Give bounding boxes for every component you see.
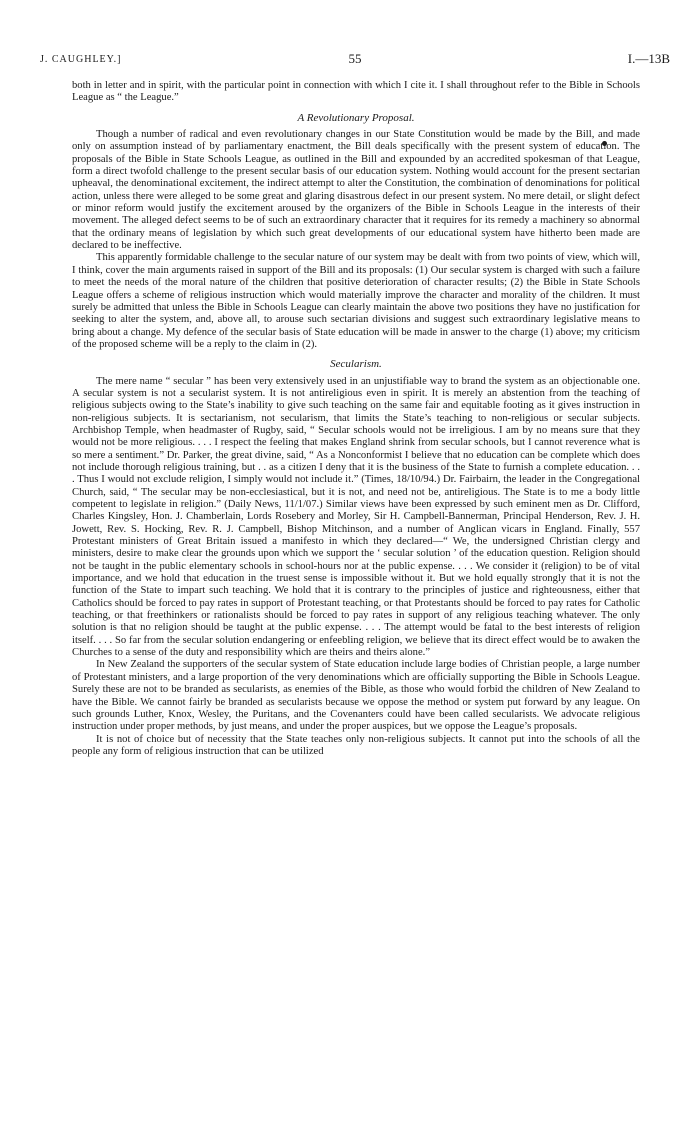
paragraph: The mere name “ secular ” has been very extensively used in an unjustifiable way to brand the system as an objectionable one. A secular system is not a secularist system. It is not antireligious even in spirit. It is merely an abstention from the teaching of religious subjects owing to the State’s inability to give such teaching on the same fair and equitable footing as it gives instruction in non-religious subjects. It is sectarianism, not secularism, that limits the State’s teaching to non-religious or secular subjects. Archbishop Temple, when headmaster of Rugby, said, “ Secular schools would not be irreligious. I am by no means sure that they would not be more religious. . . . I respect the feeling that makes England shrink from secular schools, but I cannot reverence what is so mere a sentiment.” Dr. Parker, the great divine, said, “ As a Nonconformist I believe that no education can be complete which does not include thorough religious training, but . . as a citizen I deny that it is the business of the State to furnish a complete education. . . . Thus I would not exclude religion, I simply would not include it.” (Times, 18/10/94.) Dr. Fairbairn, the leader in the Congregational Church, said, “ The secular may be non-ecclesiastical, but it is not, and need not be, antireligious. The State is to me a body little competent to legislate in religion.” (Daily News, 11/1/07.) Similar views have been expressed by such eminent men as Dr. Clifford, Charles Kingsley, Hon. J. Chamberlain, Lords Rosebery and Morley, Sir H. Campbell-Bannerman, Principal Henderson, Rev. J. H. Jowett, Rev. S. Hocking, Rev. R. J. Campbell, Bishop Mitchinson, and a number of Anglican vicars in England. Finally, 557 Protestant ministers of Great Britain issued a manifesto in which they declared—“ We, the undersigned Christian clergy and ministers, desire to make clear the grounds upon which we support the ‘ secular solution ’ of the education question. Religion should not be taught in the public elementary schools in school-hours nor at the public expense. . . . We consider it (religion) to be of vital importance, and we hold that education in the truest sense is impossible without it. But we hold equally strongly that it is not the function of the State to impart such teaching. We hold that it is contrary to the principles of justice and righteousness, either that Catholics should be forced to pay rates in support of Protestant teaching, or that Protestants should be forced to pay rates for Catholic teaching, or that freethinkers or rationalists should be forced to pay rates in support of any religious teaching whatever. The only solution is that no religion should be taught at the public expense. . . . The attempt would be fatal to the best interests of religion itself. . . . So far from the secular solution endangering or enfeebling religion, we believe that its direct effect would be to awaken the Churches to a sense of the duty and responsibility which are theirs and theirs alone.” [72, 375, 640, 659]
paragraph: It is not of choice but of necessity that the State teaches only non-religious subjects. It cannot put into the schools of all the people any form of religious instruction that can be utilized [72, 733, 640, 757]
author-header: J. CAUGHLEY.] [40, 54, 122, 65]
paragraph: In New Zealand the supporters of the secular system of State education include large bodies of Christian people, a large number of Protestant ministers, and a large proportion of the very denominations which are officially supporting the Bible in Schools League. Surely these are not to be branded as secularists, as enemies of the Bible, as those who would forbid the children of New Zealand to have the Bible. We cannot fairly be branded as secularists because we oppose the method or system put forward by any league. On such grounds Luther, Knox, Wesley, the Puritans, and the Covenanters could have been called secularists. We advocate religious instruction under proper methods, by just means, and under the proper auspices, but we oppose the League’s proposals. [72, 659, 640, 733]
section-heading-secularism: Secularism. [330, 358, 382, 371]
paragraph-continuation: both in letter and in spirit, with the particular point in connection with which I cite it. I shall throughout refer to the Bible in Schools League as “ the League.” [72, 80, 640, 104]
paper-reference: I.—13B [627, 51, 670, 66]
page-body [72, 80, 640, 758]
paragraph: This apparently formidable challenge to the secular nature of our system may be dealt with from two points of view, which will, I think, cover the main arguments raised in support of the Bill and its proposals: (1) Our secular system is charged with such a failure to meet the needs of the moral nature of the children that positive deterioration of character results; (2) the Bible in State Schools League offers a scheme of religious instruction which would materially improve the character and morality of the children. It must surely be admitted that unless the Bible in Schools League can clearly maintain the above two positions they have no justification for seeking to alter the system, and, above all, to arouse such sectarian divisions and suggest such extraordinary legislative means to bring about a change. My defence of the secular basis of State education will be made in answer to the charge (1) above; my criticism of the proposed scheme will be a reply to the claim in (2). [72, 252, 640, 350]
paragraph: Though a number of radical and even revolutionary changes in our State Constitution would be made by the Bill, and made only on assumption instead of by parliamentary enactment, the Bill deals specifically with the present system of education. The proposals of the Bible in State Schools League, as outlined in the Bill and expounded by an accredited spokesman of that League, form a direct twofold challenge to the present secular basis of our education system. Nothing would account for the present sectarian upheaval, the denominational excitement, the indirect attempt to alter the Constitution, the combination of denominations for political action, unless there were alleged to be some great and glaring disastrous defect in our present system. No mere detail, or slight defect or minor reform would justify the excitement aroused by the organizers of the Bible in Schools League in the interests of their movement. The alleged defect seems to be of such an extraordinary character that it requires for its remedy a machinery so abnormal that the ordinary means of legislation by which such great developments of our educational system have hitherto been made are declared to be ineffective. [72, 129, 640, 252]
page-number: 55 [348, 51, 362, 66]
section-heading-revolutionary-proposal: A Revolutionary Proposal. [297, 111, 415, 124]
running-header [40, 51, 670, 70]
